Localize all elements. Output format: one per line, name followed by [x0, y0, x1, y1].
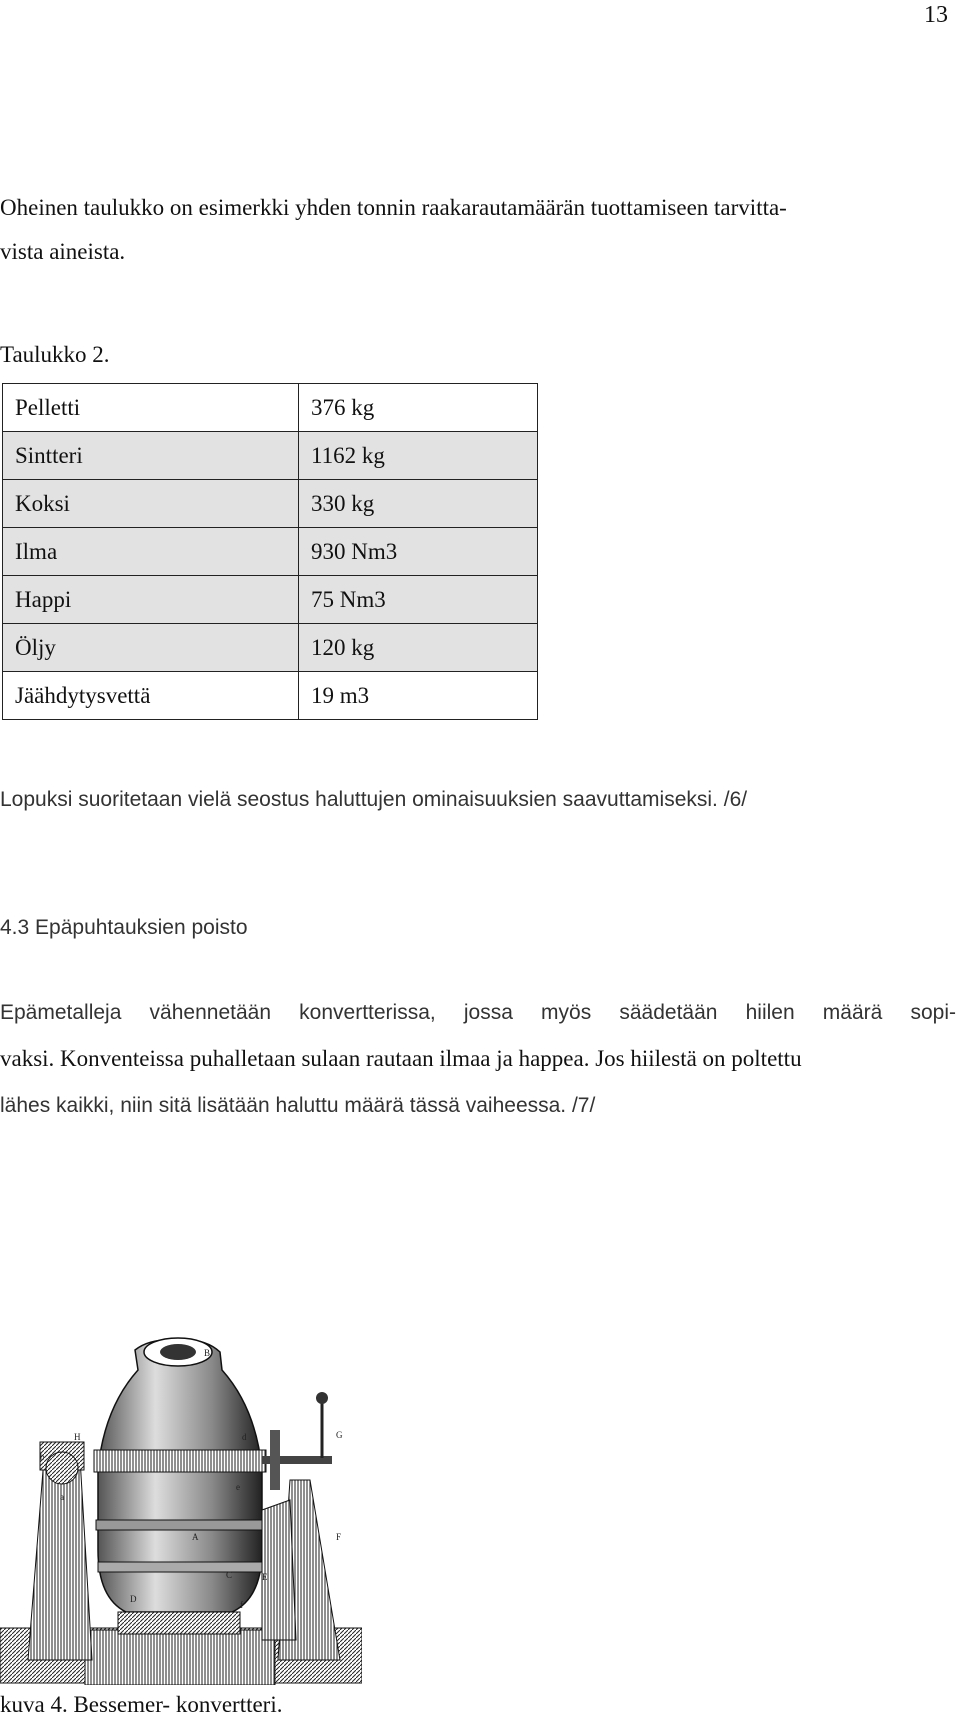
figure-label-C: C [226, 1570, 233, 1580]
table-row [3, 384, 538, 432]
material-cell: Ilma [3, 528, 299, 576]
conclusion-text: Lopuksi suoritetaan vielä seostus haluttujen ominaisuuksien saavuttamiseksi. /6/ [0, 788, 748, 811]
material-cell: Sintteri [3, 432, 299, 480]
bessemer-converter-illustration [0, 1330, 362, 1685]
amount-cell: 376 kg [299, 384, 538, 432]
figure-label-F: F [336, 1532, 342, 1542]
page-number: 13 [924, 2, 948, 28]
figure-label-e: e [236, 1482, 240, 1492]
amount-cell: 120 kg [299, 624, 538, 672]
section-heading: 4.3 Epäpuhtauksien poisto [0, 916, 248, 939]
table-row [3, 432, 538, 480]
intro-text-line-2: vista aineista. [0, 239, 126, 264]
figure-caption: kuva 4. Bessemer- konvertteri. [0, 1692, 283, 1717]
figure-label-G: G [336, 1430, 343, 1440]
figure-label-f: f [240, 1600, 243, 1610]
material-cell: Koksi [3, 480, 299, 528]
amount-cell: 1162 kg [299, 432, 538, 480]
table-row [3, 576, 538, 624]
table-row [3, 480, 538, 528]
material-cell: Öljy [3, 624, 299, 672]
paragraph-line-2: vaksi. Konventeissa puhalletaan sulaan rautaan ilmaa ja happea. Jos hiilestä on poltettu [0, 1046, 802, 1071]
material-cell: Happi [3, 576, 299, 624]
paragraph-line-3: lähes kaikki, niin sitä lisätään haluttu määrä tässä vaiheessa. /7/ [0, 1094, 596, 1117]
material-cell: Pelletti [3, 384, 299, 432]
intro-text-line-1: Oheinen taulukko on esimerkki yhden tonnin raakarautamäärän tuottamiseen tarvitta- [0, 195, 787, 220]
figure-label-B: B [204, 1348, 211, 1358]
table-row [3, 528, 538, 576]
figure-label-H: H [74, 1432, 81, 1442]
amount-cell: 75 Nm3 [299, 576, 538, 624]
material-cell: Jäähdytysvettä [3, 672, 299, 720]
materials-table [2, 383, 538, 720]
figure-label-d: d [242, 1432, 247, 1442]
figure-label-D: D [130, 1594, 137, 1604]
table-row [3, 624, 538, 672]
figure-label-A: A [192, 1532, 199, 1542]
amount-cell: 19 m3 [299, 672, 538, 720]
paragraph-line-1: Epämetalleja vähennetään konvertterissa, jossa myös säädetään hiilen määrä sopi- [0, 1001, 956, 1024]
table-caption: Taulukko 2. [0, 342, 110, 367]
figure-label-b: b [40, 1452, 45, 1462]
table-row [3, 672, 538, 720]
amount-cell: 330 kg [299, 480, 538, 528]
figure-label-a: a [60, 1492, 64, 1502]
amount-cell: 930 Nm3 [299, 528, 538, 576]
figure-label-E: E [262, 1572, 268, 1582]
